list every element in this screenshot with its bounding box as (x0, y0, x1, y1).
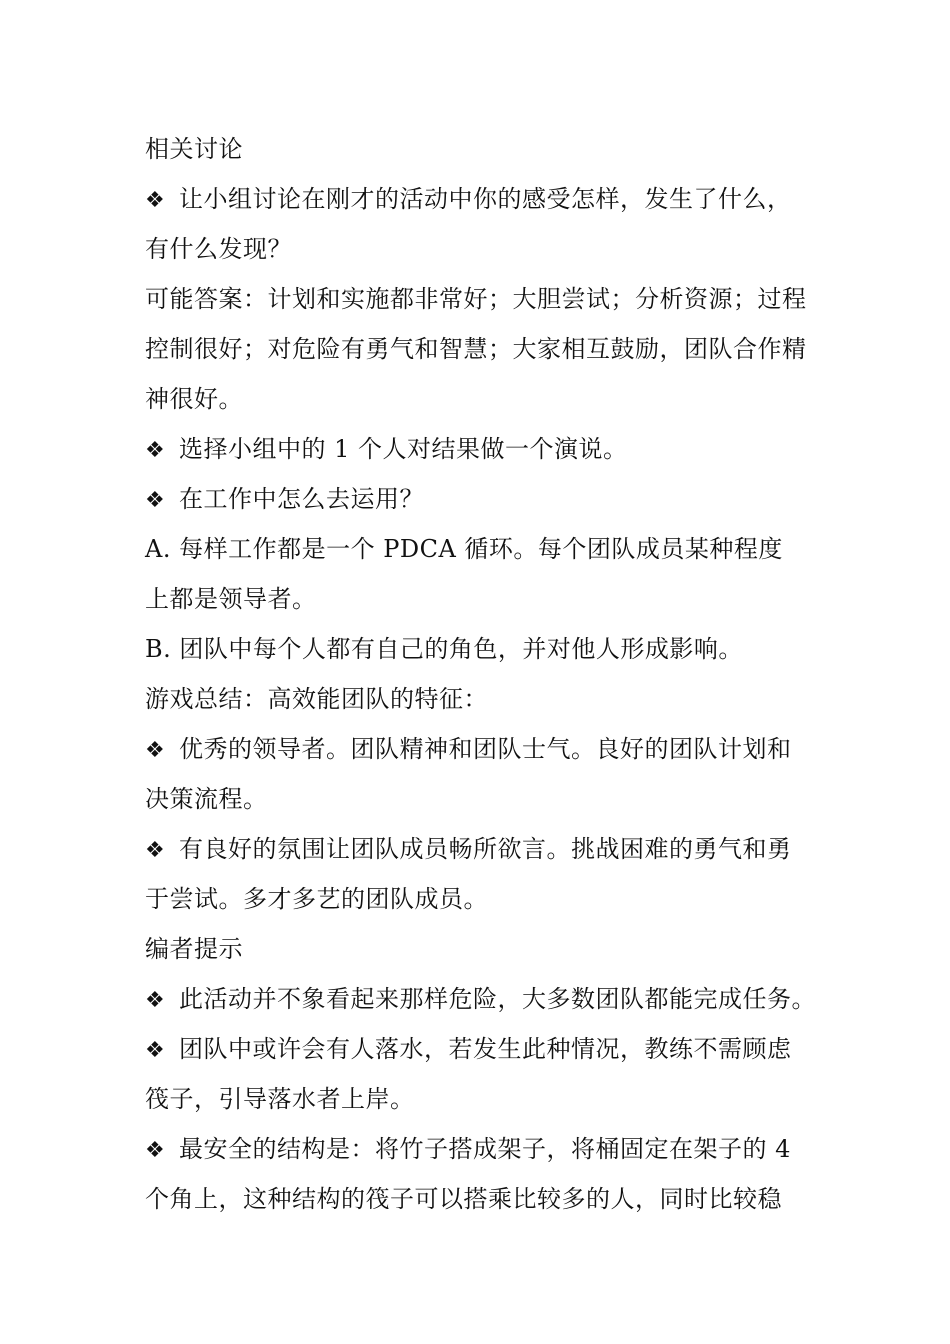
bullet-item: ❖ 最安全的结构是：将竹子搭成架子，将桶固定在架子的 4 (145, 1133, 791, 1167)
paragraph-line: 可能答案：计划和实施都非常好；大胆尝试；分析资源；过程 (145, 285, 807, 313)
diamond-bullet-icon: ❖ (145, 188, 166, 213)
paragraph-line: 神很好。 (145, 385, 243, 413)
diamond-bullet-icon: ❖ (145, 1038, 166, 1063)
paragraph-line: 上都是领导者。 (145, 585, 317, 613)
bullet-item: ❖ 此活动并不象看起来那样危险，大多数团队都能完成任务。 (145, 983, 816, 1017)
text-line: 筏子，引导落水者上岸。 (145, 1085, 415, 1113)
text-line: 决策流程。 (145, 785, 268, 813)
bullet-item: ❖ 优秀的领导者。团队精神和团队士气。良好的团队计划和 (145, 733, 792, 767)
diamond-bullet-icon: ❖ (145, 1138, 166, 1163)
paragraph-line: B. 团队中每个人都有自己的角色，并对他人形成影响。 (145, 635, 743, 663)
section-heading-editor-tips: 编者提示 (145, 935, 243, 963)
diamond-bullet-icon: ❖ (145, 438, 166, 463)
bullet-item: ❖ 团队中或许会有人落水，若发生此种情况，教练不需顾虑 (145, 1033, 792, 1067)
text-line: 个角上，这种结构的筏子可以搭乘比较多的人，同时比较稳 (145, 1185, 782, 1213)
section-heading-game-summary: 游戏总结：高效能团队的特征： (145, 685, 488, 713)
bullet-item: ❖ 让小组讨论在刚才的活动中你的感受怎样，发生了什么， (145, 183, 792, 217)
paragraph-line: 控制很好；对危险有勇气和智慧；大家相互鼓励，团队合作精 (145, 335, 807, 363)
bullet-item: ❖ 选择小组中的 1 个人对结果做一个演说。 (145, 433, 628, 467)
section-heading-related-discussion: 相关讨论 (145, 135, 243, 163)
diamond-bullet-icon: ❖ (145, 488, 166, 513)
diamond-bullet-icon: ❖ (145, 738, 166, 763)
text-line: 有什么发现？ (145, 235, 292, 263)
bullet-item: ❖ 在工作中怎么去运用？ (145, 483, 424, 517)
text-line: 于尝试。多才多艺的团队成员。 (145, 885, 488, 913)
diamond-bullet-icon: ❖ (145, 838, 166, 863)
diamond-bullet-icon: ❖ (145, 988, 166, 1013)
paragraph-line: A. 每样工作都是一个 PDCA 循环。每个团队成员某种程度 (145, 535, 783, 563)
bullet-item: ❖ 有良好的氛围让团队成员畅所欲言。挑战困难的勇气和勇 (145, 833, 792, 867)
